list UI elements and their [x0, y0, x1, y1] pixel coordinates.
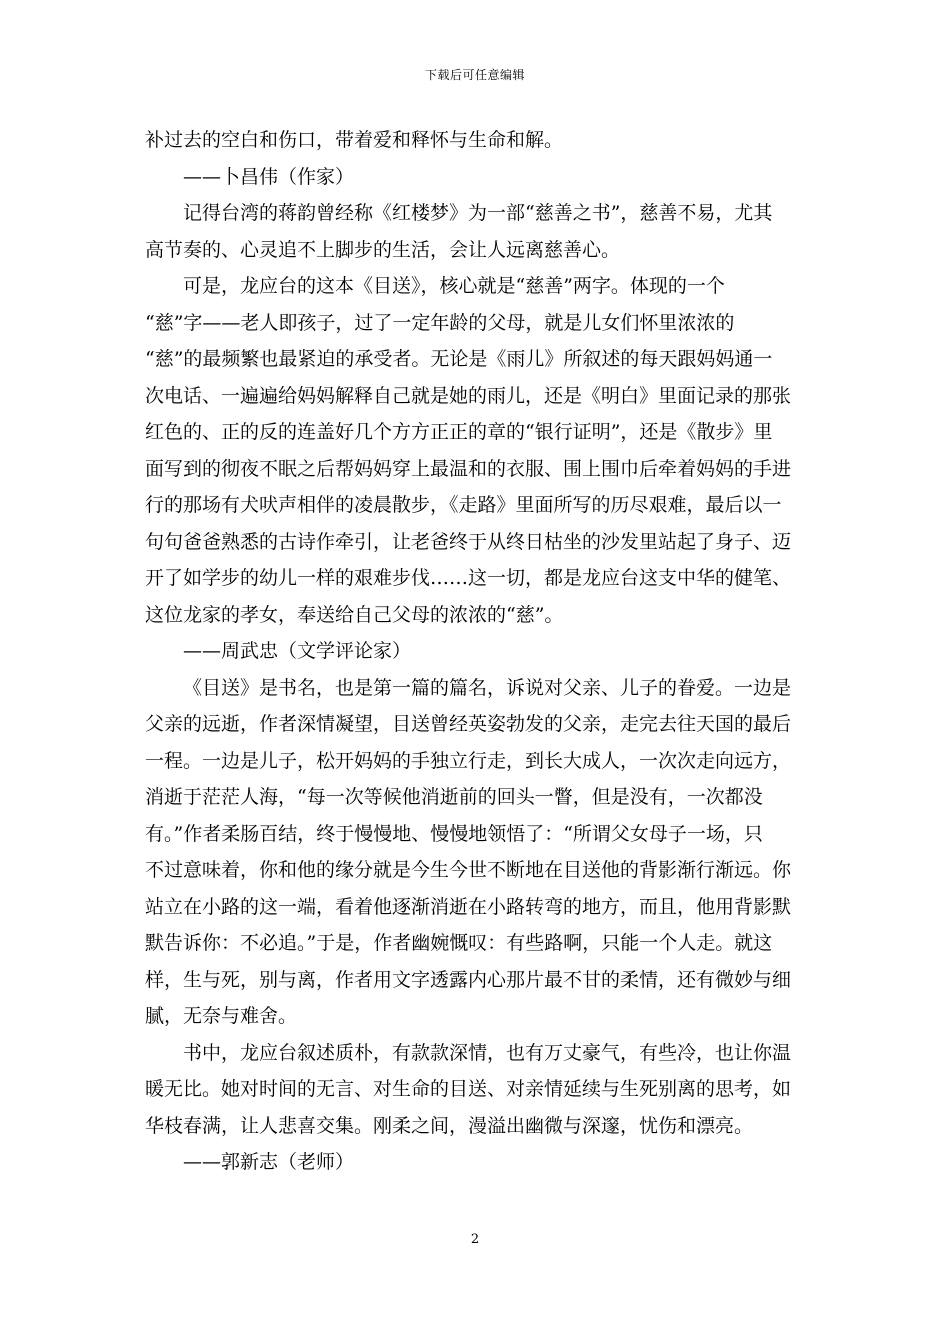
- text-line: “慈”的最频繁也最紧迫的承受者。无论是《雨儿》所叙述的每天跟妈妈通一: [145, 348, 773, 370]
- text-line: 高节奏的、心灵追不上脚步的生活，会让人远离慈善心。: [145, 238, 621, 261]
- text-line: ——周武忠（文学评论家）: [183, 640, 412, 662]
- text-line: 暖无比。她对时间的无言、对生命的目送、对亲情延续与生死别离的思考，如: [145, 1078, 792, 1100]
- page-header: 下载后可任意编辑: [424, 68, 525, 82]
- text-line: 腻，无奈与难舍。: [145, 1005, 298, 1027]
- text-line: 补过去的空白和伤口，带着爱和释怀与生命和解。: [145, 129, 564, 151]
- page-number: 2: [470, 1232, 480, 1247]
- text-line: 记得台湾的蒋韵曾经称《红楼梦》为一部“慈善之书”，慈善不易，尤其: [183, 202, 773, 224]
- text-line: 样，生与死，别与离，作者用文字透露内心那片最不甘的柔情，还有微妙与细: [145, 968, 792, 991]
- text-line: 一程。一边是儿子，松开妈妈的手独立行走，到长大成人，一次次走向远方，: [145, 749, 792, 772]
- text-line: 站立在小路的这一端，看着他逐渐消逝在小路转弯的地方，而且，他用背影默: [145, 895, 792, 918]
- text-line: 有。”作者柔肠百结，终于慢慢地、慢慢地领悟了：“所谓父女母子一场，只: [145, 822, 763, 845]
- text-line: ——卜昌伟（作家）: [183, 165, 355, 188]
- text-line: “慈”字——老人即孩子，过了一定年龄的父母，就是儿女们怀里浓浓的: [145, 311, 735, 334]
- text-line: 书中，龙应台叙述质朴，有款款深情，也有万丈豪气，有些冷，也让你温: [183, 1041, 792, 1064]
- text-line: 红色的、正的反的连盖好几个方方正正的章的“银行证明”，还是《散步》里: [145, 421, 773, 443]
- text-line: 句句爸爸熟悉的古诗作牵引，让老爸终于从终日枯坐的沙发里站起了身子、迈: [145, 530, 792, 553]
- text-line: 面写到的彻夜不眠之后帮妈妈穿上最温和的衣服、围上围巾后牵着妈妈的手进: [145, 457, 792, 480]
- text-line: 父亲的远逝，作者深情凝望，目送曾经英姿勃发的父亲，走完去往天国的最后: [145, 713, 792, 735]
- text-line: 消逝于茫茫人海，“每一次等候他消逝前的回头一瞥，但是没有，一次都没: [145, 786, 763, 808]
- text-line: 行的那场有犬吠声相伴的凌晨散步，《走路》里面所写的历尽艰难，最后以一: [145, 494, 782, 516]
- text-line: 可是，龙应台的这本《目送》，核心就是“慈善”两字。体现的一个: [183, 275, 725, 297]
- text-line: 次电话、一遍遍给妈妈解释自己就是她的雨儿，还是《明白》里面记录的那张: [145, 384, 792, 407]
- text-line: 开了如学步的幼儿一样的艰难步伐……这一切，都是龙应台这支中华的健笔、: [145, 567, 792, 589]
- text-line: 这位龙家的孝女，奉送给自己父母的浓浓的“慈”。: [145, 603, 564, 626]
- text-line: 默告诉你：不必追。”于是，作者幽婉慨叹：有些路啊，只能一个人走。就这: [145, 932, 773, 954]
- text-line: 《目送》是书名，也是第一篇的篇名，诉说对父亲、儿子的眷爱。一边是: [183, 676, 792, 699]
- text-line: 不过意味着，你和他的缘分就是今生今世不断地在目送他的背影渐行渐远。你: [145, 859, 792, 881]
- text-line: ——郭新志（老师）: [183, 1151, 355, 1173]
- text-line: 华枝春满，让人悲喜交集。刚柔之间，漫溢出幽微与深邃，忧伤和漂亮。: [145, 1114, 754, 1137]
